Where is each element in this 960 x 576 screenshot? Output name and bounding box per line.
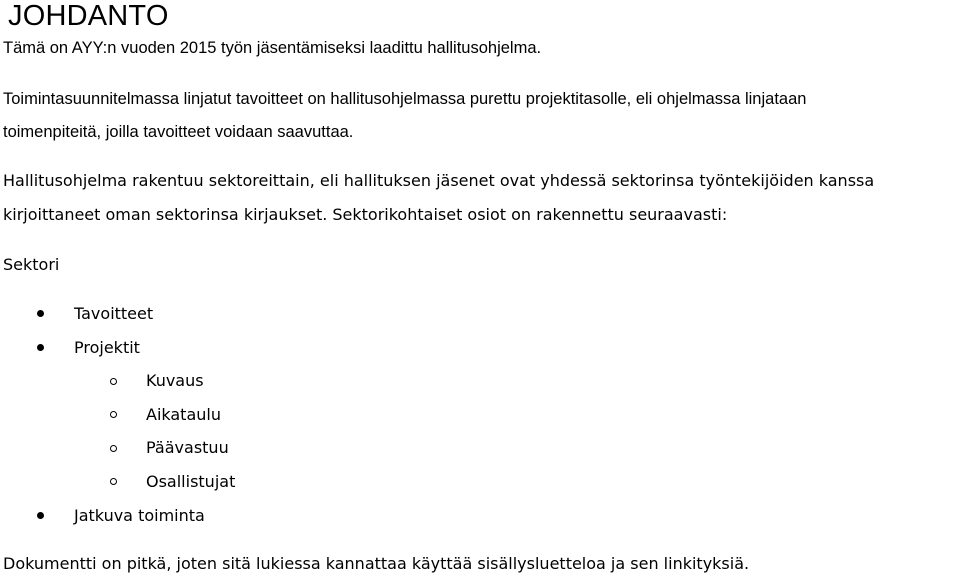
intro-line: Tämä on AYY:n vuoden 2015 työn jäsentämiseksi laadittu hallitusohjelma.	[3, 39, 542, 57]
circle-bullet-icon	[110, 478, 117, 485]
list-item: Projektit	[74, 338, 140, 357]
sub-list-item: Aikataulu	[146, 405, 221, 424]
sub-list-item: Kuvaus	[146, 371, 204, 390]
circle-bullet-icon	[110, 445, 117, 452]
sub-list-item: Päävastuu	[146, 438, 229, 457]
page-title: JOHDANTO	[8, 0, 169, 32]
sub-list-item: Osallistujat	[146, 472, 236, 491]
sector-label: Sektori	[3, 255, 60, 274]
circle-bullet-icon	[110, 378, 117, 385]
bullet-icon	[37, 344, 44, 351]
paragraph-1-line-1: Toimintasuunnitelmassa linjatut tavoitteet on hallitusohjelmassa purettu projektitasolle, eli ohjelmassa linjataan	[3, 90, 807, 108]
circle-bullet-icon	[110, 411, 117, 418]
paragraph-2-line-2: kirjoittaneet oman sektorinsa kirjaukset. Sektorikohtaiset osiot on rakennettu seuraavasti:	[3, 205, 728, 224]
closing-line: Dokumentti on pitkä, joten sitä lukiessa kannattaa käyttää sisällysluetteloa ja sen linkityksiä.	[3, 554, 750, 573]
list-item: Tavoitteet	[74, 304, 154, 323]
paragraph-1-line-2: toimenpiteitä, joilla tavoitteet voidaan saavuttaa.	[3, 123, 354, 141]
list-item: Jatkuva toiminta	[74, 506, 205, 525]
paragraph-2-line-1: Hallitusohjelma rakentuu sektoreittain, eli hallituksen jäsenet ovat yhdessä sektorinsa työntekijöiden kanssa	[3, 171, 875, 190]
bullet-icon	[37, 512, 44, 519]
bullet-icon	[37, 310, 44, 317]
